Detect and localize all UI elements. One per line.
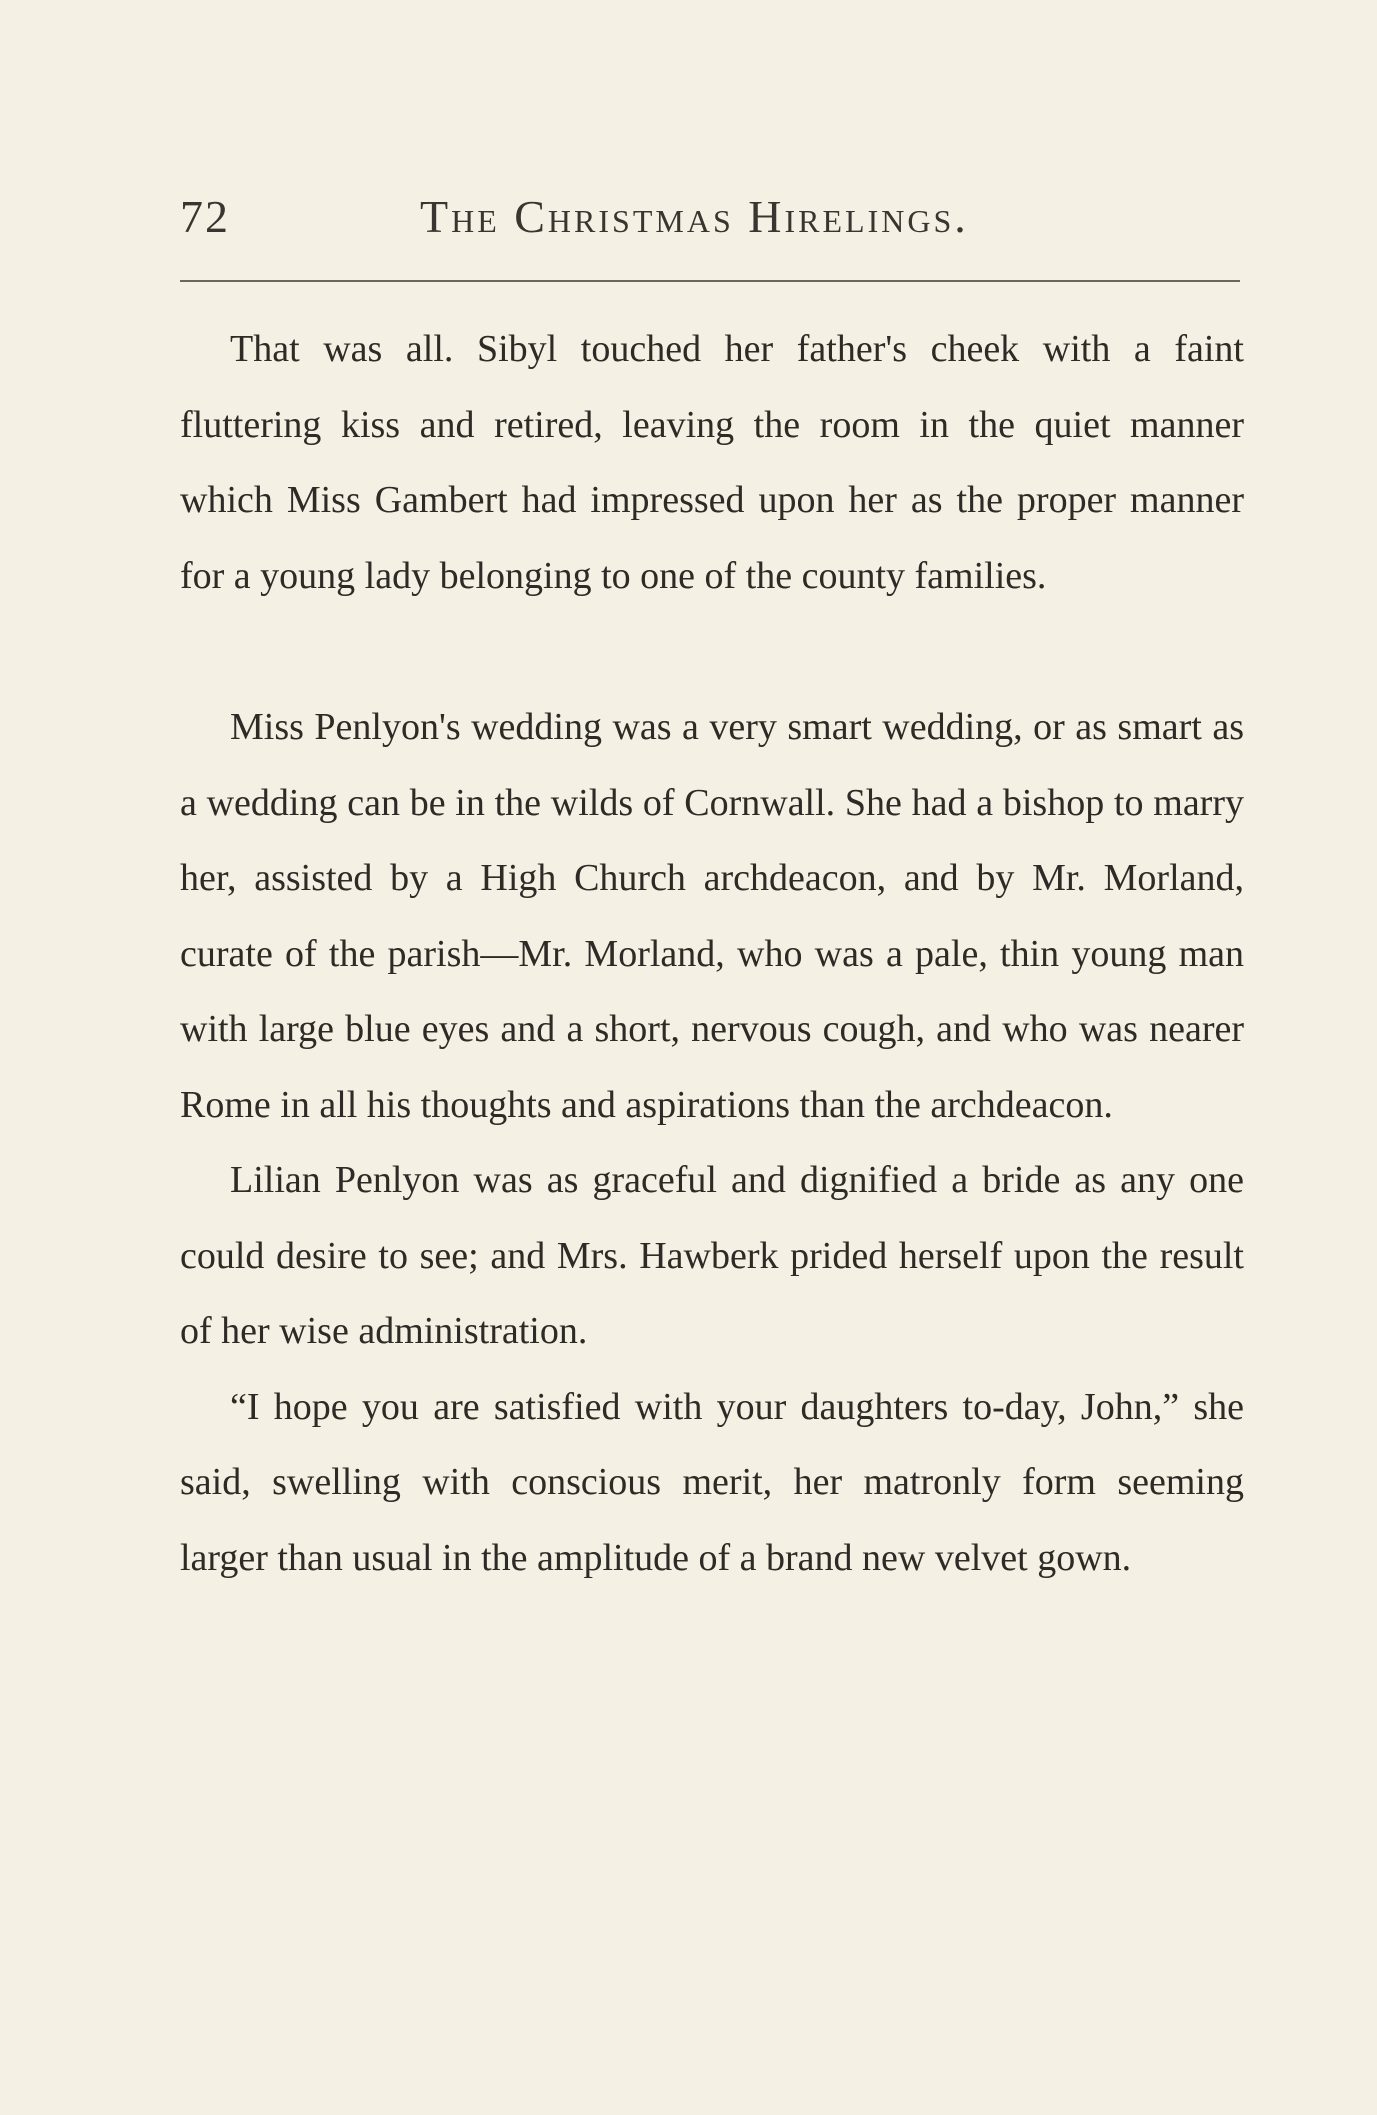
paragraph: “I hope you are satisfied with your daughters to-day, John,” she said, swelling with conscious merit, her matronly form seeming larger than usual in the amplitude of a brand new velvet gown. (180, 1385, 1244, 1579)
paragraph: Lilian Penlyon was as graceful and dignified a bride as any one could desire to see; and Mrs. Hawberk prided herself upon the result of her wise administration. (180, 1159, 1244, 1352)
running-title: The Christmas Hirelings. (420, 191, 969, 242)
body-text (180, 312, 1244, 1596)
paragraph: Miss Penlyon's wedding was a very smart wedding, or as smart as a wedding can be in the wilds of Cornwall. She had a bishop to marry her, assisted by a High Church archdeacon, and by Mr. Morland, curate of the parish—Mr. Morland, who was a pale, thin young man with large blue eyes and a short, nervous cough, and who was nearer Rome in all his thoughts and aspirations than the archdeacon. (180, 706, 1244, 1126)
page-number: 72 (180, 191, 230, 242)
running-head (180, 190, 1240, 250)
paragraph: That was all. Sibyl touched her father's cheek with a faint fluttering kiss and retired, leaving the room in the quiet manner which Miss Gambert had impressed upon her as the proper manner for a young lady belonging to one of the county families. (180, 328, 1244, 597)
header-rule (180, 280, 1240, 282)
